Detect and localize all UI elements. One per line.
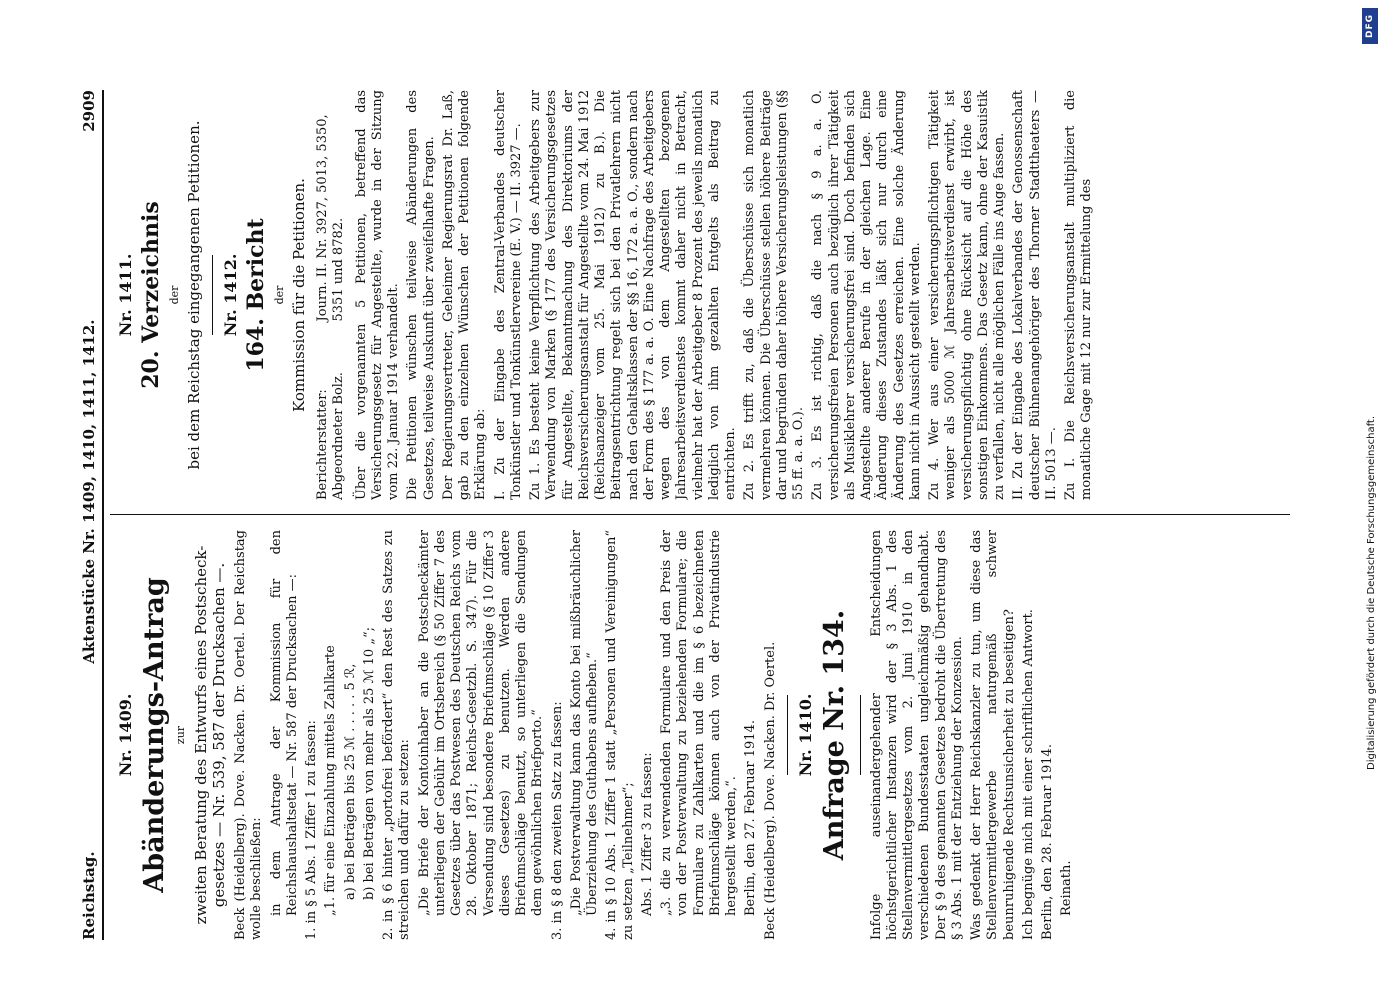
title-1411: 20. Verzeichnis [138,201,164,389]
intro2: in dem Antrage der Kommission für den Reichshaushaltsetat — Nr. 587 der Drucksachen —: [268,530,300,916]
section-2: II. Zu der Eingabe des Lokalverbandes der Genossenschaft deutscher Bühnenangehöriger des Thorner Stadttheaters — II. 5013 —. [1011,90,1059,500]
para-3: Der Regierungsvertreter, Geheimer Regierungsrat Dr. Laß, gab zu den einzelnen Wünschen der Petitionen folgende Erklärung ab: [440,90,489,500]
title-1409: Abänderungs-Antrag [139,577,170,893]
page-number: 2909 [80,90,98,132]
item-4: 4. in § 10 Abs. 1 Ziffer 1 statt „Personen und Vereinigungen“ zu setzen „Teilnehmer“; [604,530,636,940]
item-3: 3. in § 8 den zweiten Satz zu fassen: [549,701,565,940]
title-1410: Anfrage Nr. 134. [818,609,850,861]
journal-ref: Journ. II. Nr. 3927, 5013, 5350, 5351 und 8782. [315,114,347,322]
zu-1: Zu 1. Es besteht keine Verpflichtung des Arbeitgebers zur Verwendung von Marken (§ 177 des Versicherungsgesetzes für Angestellte, Bekanntmachung des Direktoriums der Reichsversicherungsanstalt für Angestellte vom 24. Mai 1912 (Reichsanzeiger vom 25. Mai 1912) zu B.). Die Beitragsentrichtung regelt sich bei den Privatlehrern nicht nach den Gehaltsklassen der §§ 16, 172 a. a. O., sondern nach der Form des § 177 a. a. O. Eine Nachfrage des Arbeitgebers wegen des von dem Angestellten bezogenen Jahresarbeitsverdienstes kommt daher nicht in Betracht, vielmehr hat der Arbeitgeber 8 Prozent des jeweils monatlich lediglich von ihm gezahlten Entgelts als Beitrag zu entrichten. [528,90,738,500]
zu-2: Zu 2. Es trifft zu, daß die Überschüsse sich monatlich vermehren können. Die Überschüsse stellen höhere Beiträge dar und begründen daher höhere Versicherungsleistungen (§§ 55 ff. a. a. O.). [742,90,806,500]
title-1412: 164. Bericht [243,218,269,372]
item-4-text: „3. die zu verwendenden Formulare und den Preis der von der Postverwaltung zu beziehenden Formulare; die Formulare zu Zahlkarten und die im § 6 bezeichneten Briefumschläge können auch von der Privatindustrie hergestellt werden,“. [659,530,739,916]
nr-1410: Nr. 1410. [795,693,815,777]
der-label-2: der [272,285,286,305]
para-1: Über die vorgenannten 5 Petitionen, betreffend das Versicherungsgesetz für Angestellte, wurde in der Sitzung vom 22. Januar 1914 verhandelt. [353,90,401,500]
signer-1410: Reinath. [1059,860,1075,916]
der-label: der [167,285,181,305]
date-1410: Berlin, den 28. Februar 1914. [1040,744,1055,940]
subtitle-1412: Kommission für die Petitionen. [290,178,309,412]
zur-label: zur [173,725,187,745]
nr-1412: Nr. 1412. [221,253,240,337]
zu-3: Zu 3. Es ist richtig, daß die nach § 9 a. a. O. versicherungsfreien Personen auch bezüglich ihrer Tätigkeit als Musiklehrer versicherungsfrei sind. Doch befinden sich Angestellte anderer Berufe in der gleichen Lage. Eine Änderung dieses Zustandes läßt sich nur durch eine Änderung des Gesetzes erreichen. Eine solche Änderung kann nicht in Aussicht gestellt werden. [810,90,923,500]
anfrage-text: Infolge auseinandergehender Entscheidungen höchstgerichtlicher Instanzen wird der § 3 Abs. 1 des Stellenvermittlergesetzes vom 2. Juni 1910 in den verschiedenen Bundesstaaten ungleichmäßig gehandhabt. Der § 9 des genannten Gesetzes bedroht die Übertretung des § 3 Abs. 1 mit der Entziehung der Konzession. [868,530,965,940]
subtitle-1409: zweiten Beratung des Entwurfs eines Postscheck-gesetzes — Nr. 539, 587 der Drucksachen —. [191,545,229,925]
left-column [110,530,1290,940]
intro: Beck (Heidelberg). Dove. Nacken. Dr. Oertel. Der Reichstag wolle beschließen: [233,530,265,940]
anfrage-question: Was gedenkt der Herr Reichskanzler zu tun, um diese das Stellenvermittlergewerbe naturgemäß schwer beunruhigende Rechtsunsicherheit zu beseitigen? [969,530,1017,940]
date-1409: Berlin, den 27. Februar 1914. [743,720,759,916]
zu-4: Zu 4. Wer aus einer versicherungspflichtigen Tätigkeit weniger als 5000 ℳ Jahresarbeitsverdienst erwirbt, ist versicherungspflichtig ohne Rücksicht auf die Höhe des sonstigen Einkommens. Das Gesetz kann, ohne der Kasuistik zu verfallen, nicht alle möglichen Fälle ins Auge fassen. [927,90,1007,500]
item-4b: Abs. 1 Ziffer 3 zu fassen: [639,752,655,916]
separator [787,695,788,775]
item-2: 2. in § 6 hinter „portofrei befördert“ den Rest des Satzes zu streichen und dafür zu setzen: [381,530,413,940]
signers-1409: Beck (Heidelberg). Dove. Nacken. Dr. Oertel. [762,641,778,940]
item-1b: a) bei Beträgen bis 25 ℳ . . . . . 5 ℛ, [342,663,358,900]
page-header [80,90,100,940]
item-2-text: „Die Briefe der Kontoinhaber an die Postscheckämter unterliegen der Gebühr im Ortsbereich (§ 50 Ziffer 7 des Gesetzes über das Postwesen des Deutschen Reichs vom 28. Oktober 1871; Reichs-Gesetzbl. S. 347). Für die Versendung sind besondere Briefumschläge (§ 10 Ziffer 3 dieses Gesetzes) zu benutzen. Werden andere Briefumschläge benutzt, so unterliegen die Sendungen dem gewöhnlichen Briefporto.“ [416,530,546,916]
zu-i: Zu I. Die Reichsversicherungsanstalt multipliziert die monatliche Gage mit 12 nur zur Ermittelung des [1063,90,1095,500]
separator [212,255,213,335]
separator [860,695,861,775]
report-meta [315,90,348,500]
header-rule [102,90,104,940]
section-1: I. Zu der Eingabe des Zentral-Verbandes deutscher Tonkünstler und Tonkünstlervereine (E. V.) — II. 3927 —. [492,90,524,500]
header-left: Reichstag. [80,851,98,940]
digitization-credit: Digitalisierung gefördert durch die Deutsche Forschungsgemeinschaft. [1366,415,1377,770]
dfg-logo: DFG [1362,8,1378,44]
anfrage-answer: Ich begnüge mich mit einer schriftlichen Antwort. [1020,609,1036,940]
item-1: 1. in § 5 Abs. 1 Ziffer 1 zu fassen: [304,720,319,940]
document-page [80,90,1290,940]
nr-1411: Nr. 1411. [116,253,135,337]
reporter: Berichterstatter: Abgeordneter Bolz. [315,372,347,500]
column-divider [110,514,1290,515]
item-3-text: „Die Postverwaltung kann das Konto bei mißbräuchlicher Überziehung des Guthabens aufheben.“ [568,530,600,916]
subtitle-1411: bei dem Reichstag eingegangenen Petitionen. [185,120,204,470]
item-1c: b) bei Beträgen von mehr als 25 ℳ 10 „“; [361,626,377,900]
header-center: Aktenstücke Nr. 1409, 1410, 1411, 1412. [80,319,98,664]
item-1a: „1. für eine Einzahlung mittels Zahlkarte [323,645,339,916]
right-column [110,90,1290,500]
nr-1409: Nr. 1409. [116,693,135,777]
para-2: Die Petitionen wünschen teilweise Abänderungen des Gesetzes, teilweise Auskunft über zweifelhafte Fragen. [405,90,437,500]
